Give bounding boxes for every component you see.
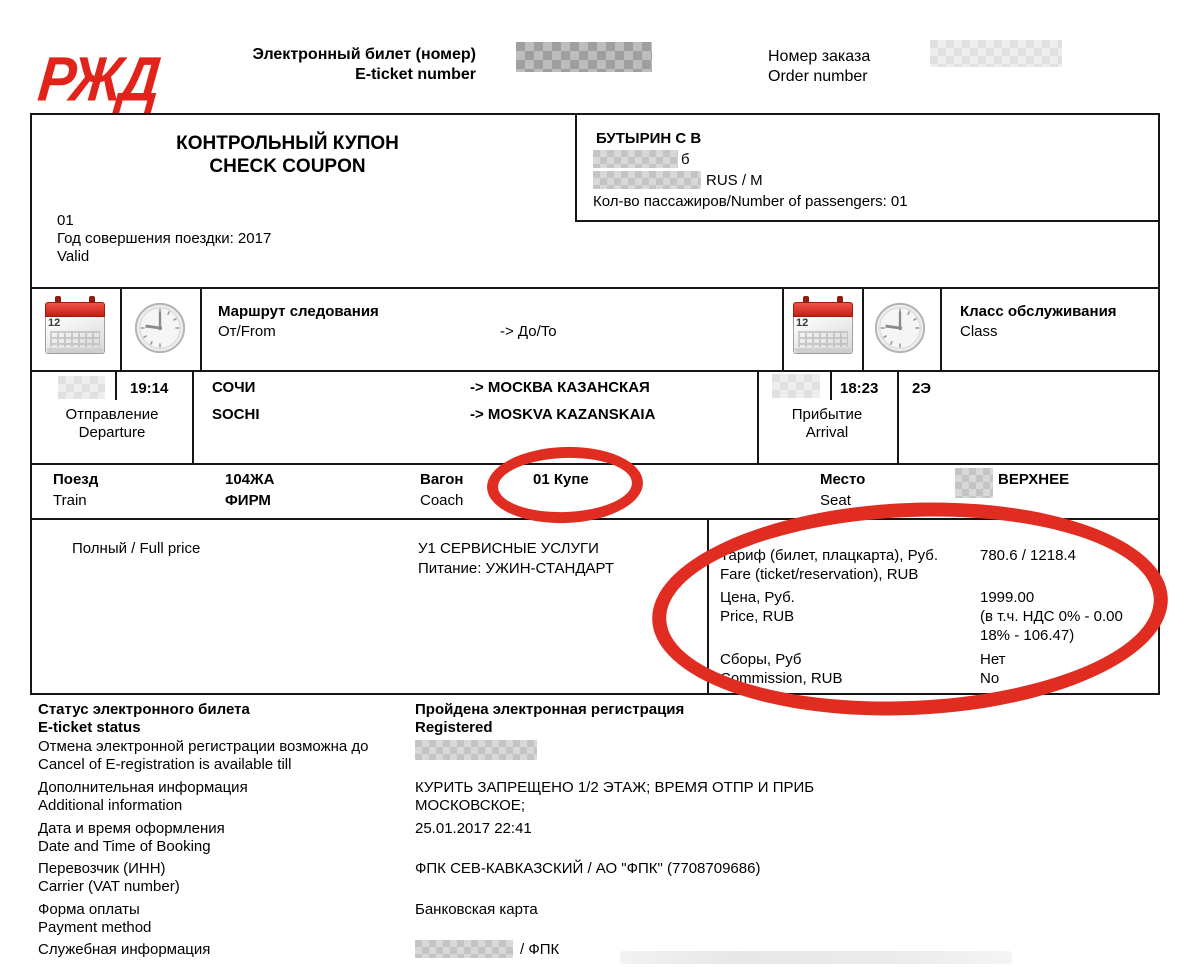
payment-label-ru: Форма оплаты	[38, 901, 140, 918]
service-class: 2Э	[912, 380, 932, 397]
seat-label-ru: Место	[820, 471, 866, 488]
route-label: Маршрут следования	[218, 303, 379, 320]
coupon-title-ru: КОНТРОЛЬНЫЙ КУПОН	[176, 133, 399, 154]
cell-border	[120, 289, 122, 370]
seat-label-en: Seat	[820, 492, 851, 509]
cancel-label-ru: Отмена электронной регистрации возможна до	[38, 738, 369, 755]
redacted-service-info	[415, 940, 513, 958]
to-station-en: -> MOSKVA KAZANSKAIA	[470, 406, 656, 423]
vat-line1: (в т.ч. НДС 0% - 0.00	[980, 608, 1123, 625]
class-label-en: Class	[960, 323, 998, 340]
payment-label-en: Payment method	[38, 919, 152, 936]
services-line1: У1 СЕРВИСНЫЕ УСЛУГИ	[418, 540, 599, 557]
passenger-count-line: Кол-во пассажиров/Number of passengers: 01	[593, 193, 908, 210]
services-line2: Питание: УЖИН-СТАНДАРТ	[418, 560, 615, 577]
fare-type: Полный / Full price	[72, 540, 201, 557]
cancel-label-en: Cancel of E-registration is available till	[38, 756, 292, 773]
rzd-logo: РЖД	[35, 43, 162, 115]
calendar-day-label: 12	[796, 317, 809, 329]
cell-border	[200, 289, 202, 370]
seat-value: ВЕРХНЕЕ	[998, 471, 1070, 488]
tariff-value: 780.6 / 1218.4	[980, 547, 1076, 564]
clock-icon	[133, 301, 187, 355]
arrival-time: 18:23	[840, 380, 879, 397]
trip-year-line: Год совершения поездки: 2017	[57, 230, 272, 247]
carrier-label-ru: Перевозчик (ИНН)	[38, 860, 166, 877]
payment-value: Банковская карта	[415, 901, 538, 918]
train-label-ru: Поезд	[53, 471, 99, 488]
commission-value-ru: Нет	[980, 651, 1006, 668]
addinfo-value-line1: КУРИТЬ ЗАПРЕЩЕНО 1/2 ЭТАЖ; ВРЕМЯ ОТПР И ПРИБ	[415, 779, 815, 796]
passenger-citizenship-gender: RUS / M	[706, 172, 763, 189]
train-number: 104ЖА	[225, 471, 275, 488]
cell-border	[862, 289, 864, 370]
arrival-label-ru: Прибытие	[791, 406, 863, 423]
to-station-ru: -> МОСКВА КАЗАНСКАЯ	[470, 379, 650, 396]
eticket-number-label-en: E-ticket number	[355, 66, 476, 83]
from-station-en: SOCHI	[212, 406, 260, 423]
addinfo-value-line2: МОСКОВСКОЕ;	[415, 797, 525, 814]
redacted-cancel-deadline	[415, 740, 537, 760]
carrier-label-en: Carrier (VAT number)	[38, 878, 180, 895]
price-label-en: Price, RUB	[720, 608, 795, 625]
cell-border	[192, 372, 194, 463]
valid-label: Valid	[57, 248, 90, 265]
status-label-en: E-ticket status	[38, 719, 141, 736]
price-label-ru: Цена, Руб.	[720, 589, 795, 606]
cell-border	[897, 372, 899, 463]
status-label-ru: Статус электронного билета	[38, 701, 250, 718]
addinfo-label-en: Additional information	[38, 797, 183, 814]
order-number-label-en: Order number	[768, 68, 868, 85]
vat-line2: 18% - 106.47)	[980, 627, 1075, 644]
redacted-passenger-document	[593, 150, 678, 168]
addinfo-label-ru: Дополнительная информация	[38, 779, 248, 796]
redacted-departure-date	[58, 376, 105, 399]
train-brand: ФИРМ	[225, 492, 271, 509]
coach-value: 01 Купе	[533, 471, 589, 488]
commission-value-en: No	[980, 670, 1000, 687]
redacted-arrival-date	[772, 374, 820, 398]
status-value-ru: Пройдена электронная регистрация	[415, 701, 685, 718]
to-label: -> До/To	[500, 323, 557, 340]
coupon-number: 01	[57, 212, 74, 229]
calendar-day-label: 12	[48, 317, 61, 329]
class-label-ru: Класс обслуживания	[960, 303, 1117, 320]
from-station-ru: СОЧИ	[212, 379, 256, 396]
redacted-footer-strip	[620, 951, 1012, 964]
service-info-suffix: / ФПК	[520, 941, 560, 958]
departure-label-ru: Отправление	[65, 406, 159, 423]
commission-label-ru: Сборы, Руб	[720, 651, 802, 668]
redacted-eticket-number	[516, 42, 652, 72]
cell-border	[940, 289, 942, 370]
calendar-icon	[45, 300, 105, 354]
passenger-doc-remainder: б	[681, 151, 690, 168]
arrival-label-en: Arrival	[805, 424, 849, 441]
cell-border	[782, 289, 784, 370]
redacted-seat-number	[955, 468, 993, 498]
booking-label-ru: Дата и время оформления	[38, 820, 225, 837]
clock-icon	[873, 301, 927, 355]
coach-label-ru: Вагон	[420, 471, 464, 488]
commission-label-en: Commission, RUB	[720, 670, 843, 687]
service-info-label: Служебная информация	[38, 941, 211, 958]
tariff-label-en: Fare (ticket/reservation), RUB	[720, 566, 919, 583]
from-label: От/From	[218, 323, 276, 340]
status-value-en: Registered	[415, 719, 493, 736]
passenger-box-left-border	[575, 113, 577, 222]
passenger-name: БУТЫРИН С В	[596, 130, 702, 147]
departure-time: 19:14	[130, 380, 169, 397]
order-number-label-ru: Номер заказа	[768, 48, 871, 65]
eticket-number-label-ru: Электронный билет (номер)	[252, 46, 476, 63]
price-value: 1999.00	[980, 589, 1035, 606]
departure-label-en: Departure	[78, 424, 146, 441]
booking-label-en: Date and Time of Booking	[38, 838, 211, 855]
carrier-value: ФПК СЕВ-КАВКАЗСКИЙ / АО "ФПК" (7708709686)	[415, 860, 761, 877]
row-border	[32, 370, 1158, 372]
calendar-icon	[793, 300, 853, 354]
coupon-title-en: CHECK COUPON	[209, 156, 366, 177]
redacted-order-number	[930, 40, 1062, 67]
booking-value: 25.01.2017 22:41	[415, 820, 532, 837]
cell-border	[115, 372, 117, 400]
train-label-en: Train	[53, 492, 87, 509]
cell-border	[830, 372, 832, 400]
redacted-passenger-id	[593, 171, 701, 189]
tariff-label-ru: Тариф (билет, плацкарта), Руб.	[720, 547, 939, 564]
passenger-box-bottom-border	[575, 220, 1160, 222]
coach-label-en: Coach	[420, 492, 464, 509]
